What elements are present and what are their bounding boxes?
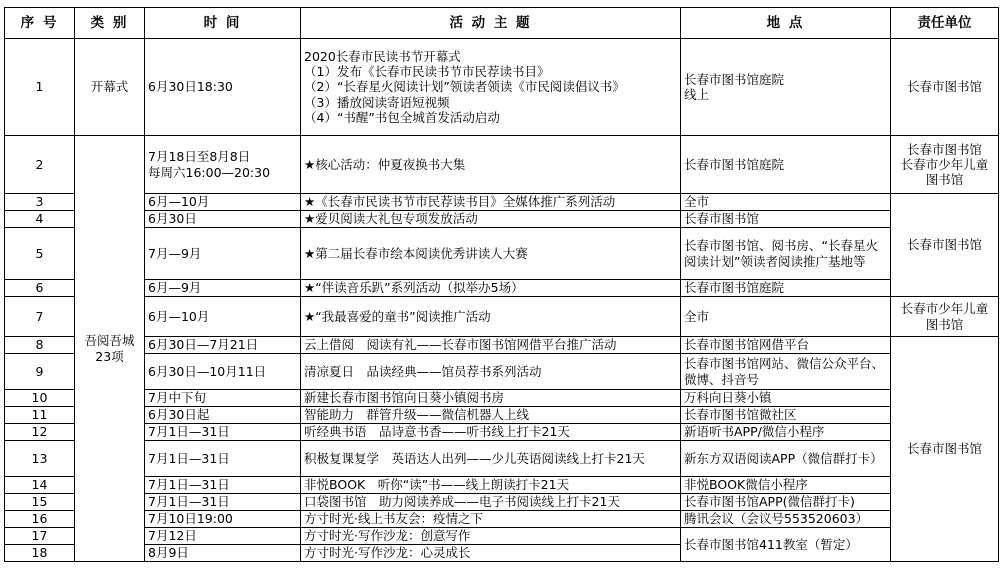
row-seq: 10 [5, 390, 75, 407]
topic-line: （4）“书醒”书包全城首发活动启动 [304, 109, 500, 125]
unit-line: 长春市少年儿童 [900, 156, 989, 172]
row-seq: 8 [5, 337, 75, 354]
row-location: 长春市图书馆、阅书房、“长春星火阅读计划”领读者阅读推广基地等 [681, 228, 891, 280]
row-seq: 12 [5, 424, 75, 441]
row-topic: 智能助力 群管升级——微信机器人上线 [301, 407, 681, 424]
table-row [5, 297, 999, 337]
row-time: 6月30日 [145, 211, 301, 228]
row-topic: 听经典书语 品诗意书香——听书线上打卡21天 [301, 424, 681, 441]
row-topic: ★爱贝阅读大礼包专项发放活动 [301, 211, 681, 228]
unit-line: 图书馆 [925, 172, 964, 188]
row-topic [301, 39, 681, 136]
row-time: 7月1日—31日 [145, 441, 301, 477]
header-unit: 责任单位 [891, 8, 999, 39]
row-topic: 云上借阅 阅读有礼——长春市图书馆网借平台推广活动 [301, 337, 681, 354]
row-location: 万科向日葵小镇 [681, 390, 891, 407]
row-location: 长春市图书馆微社区 [681, 407, 891, 424]
row-time [145, 136, 301, 194]
time-line: 7月18日至8月8日 [148, 149, 251, 165]
row-time: 7月12日 [145, 528, 301, 545]
table-row [5, 424, 999, 441]
row-unit: 长春市图书馆 [891, 194, 999, 297]
row-location: 新语听书APP/微信小程序 [681, 424, 891, 441]
row-topic: 口袋图书馆 助力阅读养成——电子书阅读线上打卡21天 [301, 494, 681, 511]
table-row [5, 337, 999, 354]
row-time: 7月10日19:00 [145, 511, 301, 528]
row-time: 7月中下旬 [145, 390, 301, 407]
row-time: 7月1日—31日 [145, 494, 301, 511]
row-unit [891, 136, 999, 194]
row-seq: 16 [5, 511, 75, 528]
row-topic: ★第二届长春市绘本阅读优秀讲读人大赛 [301, 228, 681, 280]
row-unit: 长春市图书馆 [891, 39, 999, 136]
row-time: 7月1日—31日 [145, 424, 301, 441]
row-topic: ★“伴读音乐趴”系列活动（拟举办5场） [301, 280, 681, 297]
row-seq: 17 [5, 528, 75, 545]
row-location [681, 39, 891, 136]
row-topic: 新建长春市图书馆向日葵小镇阅书房 [301, 390, 681, 407]
row-category: 吾阅吾城 23项 [75, 136, 145, 562]
row-location: 非悦BOOK微信小程序 [681, 477, 891, 494]
header-seq: 序 号 [5, 8, 75, 39]
row-location: 长春市图书馆网借平台 [681, 337, 891, 354]
row-seq: 2 [5, 136, 75, 194]
row-time: 6月30日18:30 [145, 39, 301, 136]
row-location: 长春市图书馆APP(微信群打卡) [681, 494, 891, 511]
table-row [5, 228, 999, 280]
row-location: 长春市图书馆411教室（暂定） [681, 528, 891, 562]
row-topic: 清凉夏日 品读经典——馆员荐书系列活动 [301, 354, 681, 390]
row-time: 8月9日 [145, 545, 301, 562]
row-location: 全市 [681, 297, 891, 337]
row-location: 长春市图书馆 [681, 211, 891, 228]
header-topic: 活 动 主 题 [301, 8, 681, 39]
row-seq: 1 [5, 39, 75, 136]
row-topic: ★“我最喜爱的童书”阅读推广活动 [301, 297, 681, 337]
header-category: 类 别 [75, 8, 145, 39]
topic-line: （2）“长春星火阅读计划”领读者领读《市民阅读倡议书》 [304, 79, 625, 95]
table-row [5, 39, 999, 136]
location-line: 长春市图书馆庭院 [684, 71, 785, 87]
row-seq: 9 [5, 354, 75, 390]
topic-line: （3）播放阅读寄语短视频 [304, 94, 450, 110]
row-topic: 积极复课复学 英语达人出列——少儿英语阅读线上打卡21天 [301, 441, 681, 477]
table-row [5, 407, 999, 424]
row-seq: 13 [5, 441, 75, 477]
row-time: 6月30日—10月11日 [145, 354, 301, 390]
table-row [5, 354, 999, 390]
table-row [5, 441, 999, 477]
row-topic: 方寸时光·写作沙龙：心灵成长 [301, 545, 681, 562]
row-seq: 4 [5, 211, 75, 228]
row-seq: 14 [5, 477, 75, 494]
row-seq: 7 [5, 297, 75, 337]
unit-line: 长春市图书馆 [906, 141, 982, 157]
row-location: 全市 [681, 194, 891, 211]
row-seq: 3 [5, 194, 75, 211]
time-line: 每周六16:00—20:30 [148, 164, 271, 180]
row-time: 7月—9月 [145, 228, 301, 280]
table-row [5, 528, 999, 545]
topic-line: 2020长春市民读书节开幕式 [304, 48, 461, 64]
row-category: 开幕式 [75, 39, 145, 136]
activity-schedule-table [4, 7, 999, 562]
location-line: 线上 [684, 87, 710, 102]
row-time: 6月—10月 [145, 194, 301, 211]
row-topic: ★《长春市民读书节市民荐读书目》全媒体推广系列活动 [301, 194, 681, 211]
row-location: 新东方双语阅读APP（微信群打卡） [681, 441, 891, 477]
row-location: 腾讯会议（会议号553520603） [681, 511, 891, 528]
row-time: 6月30日—7月21日 [145, 337, 301, 354]
row-location: 长春市图书馆庭院 [681, 136, 891, 194]
row-time: 7月1日—31日 [145, 477, 301, 494]
row-topic: 方寸时光·写作沙龙：创意写作 [301, 528, 681, 545]
row-seq: 18 [5, 545, 75, 562]
table-row [5, 136, 999, 194]
row-topic: 方寸时光·线上书友会：疫情之下 [301, 511, 681, 528]
row-time: 6月—10月 [145, 297, 301, 337]
table-row [5, 390, 999, 407]
row-topic: 非悦BOOK 听你“读”书——线上朗读打卡21天 [301, 477, 681, 494]
row-unit [891, 297, 999, 337]
header-time: 时 间 [145, 8, 301, 39]
row-seq: 5 [5, 228, 75, 280]
topic-line: （1）发布《长春市民读书节市民荐读书目》 [304, 64, 550, 80]
table-row [5, 511, 999, 528]
table-row [5, 477, 999, 494]
table-row [5, 280, 999, 297]
row-seq: 15 [5, 494, 75, 511]
table-header-row [5, 8, 999, 39]
row-location: 长春市图书馆庭院 [681, 280, 891, 297]
row-seq: 6 [5, 280, 75, 297]
row-unit: 长春市图书馆 [891, 337, 999, 562]
table-row [5, 211, 999, 228]
unit-line: 图书馆 [925, 316, 964, 332]
table-row [5, 494, 999, 511]
row-seq: 11 [5, 407, 75, 424]
header-location: 地 点 [681, 8, 891, 39]
row-topic: ★核心活动：仲夏夜换书大集 [301, 136, 681, 194]
table-row [5, 194, 999, 211]
unit-line: 长春市少年儿童 [900, 301, 989, 317]
row-location: 长春市图书馆网站、微信公众平台、微博、抖音号 [681, 354, 891, 390]
row-time: 6月30日起 [145, 407, 301, 424]
row-time: 6月—9月 [145, 280, 301, 297]
